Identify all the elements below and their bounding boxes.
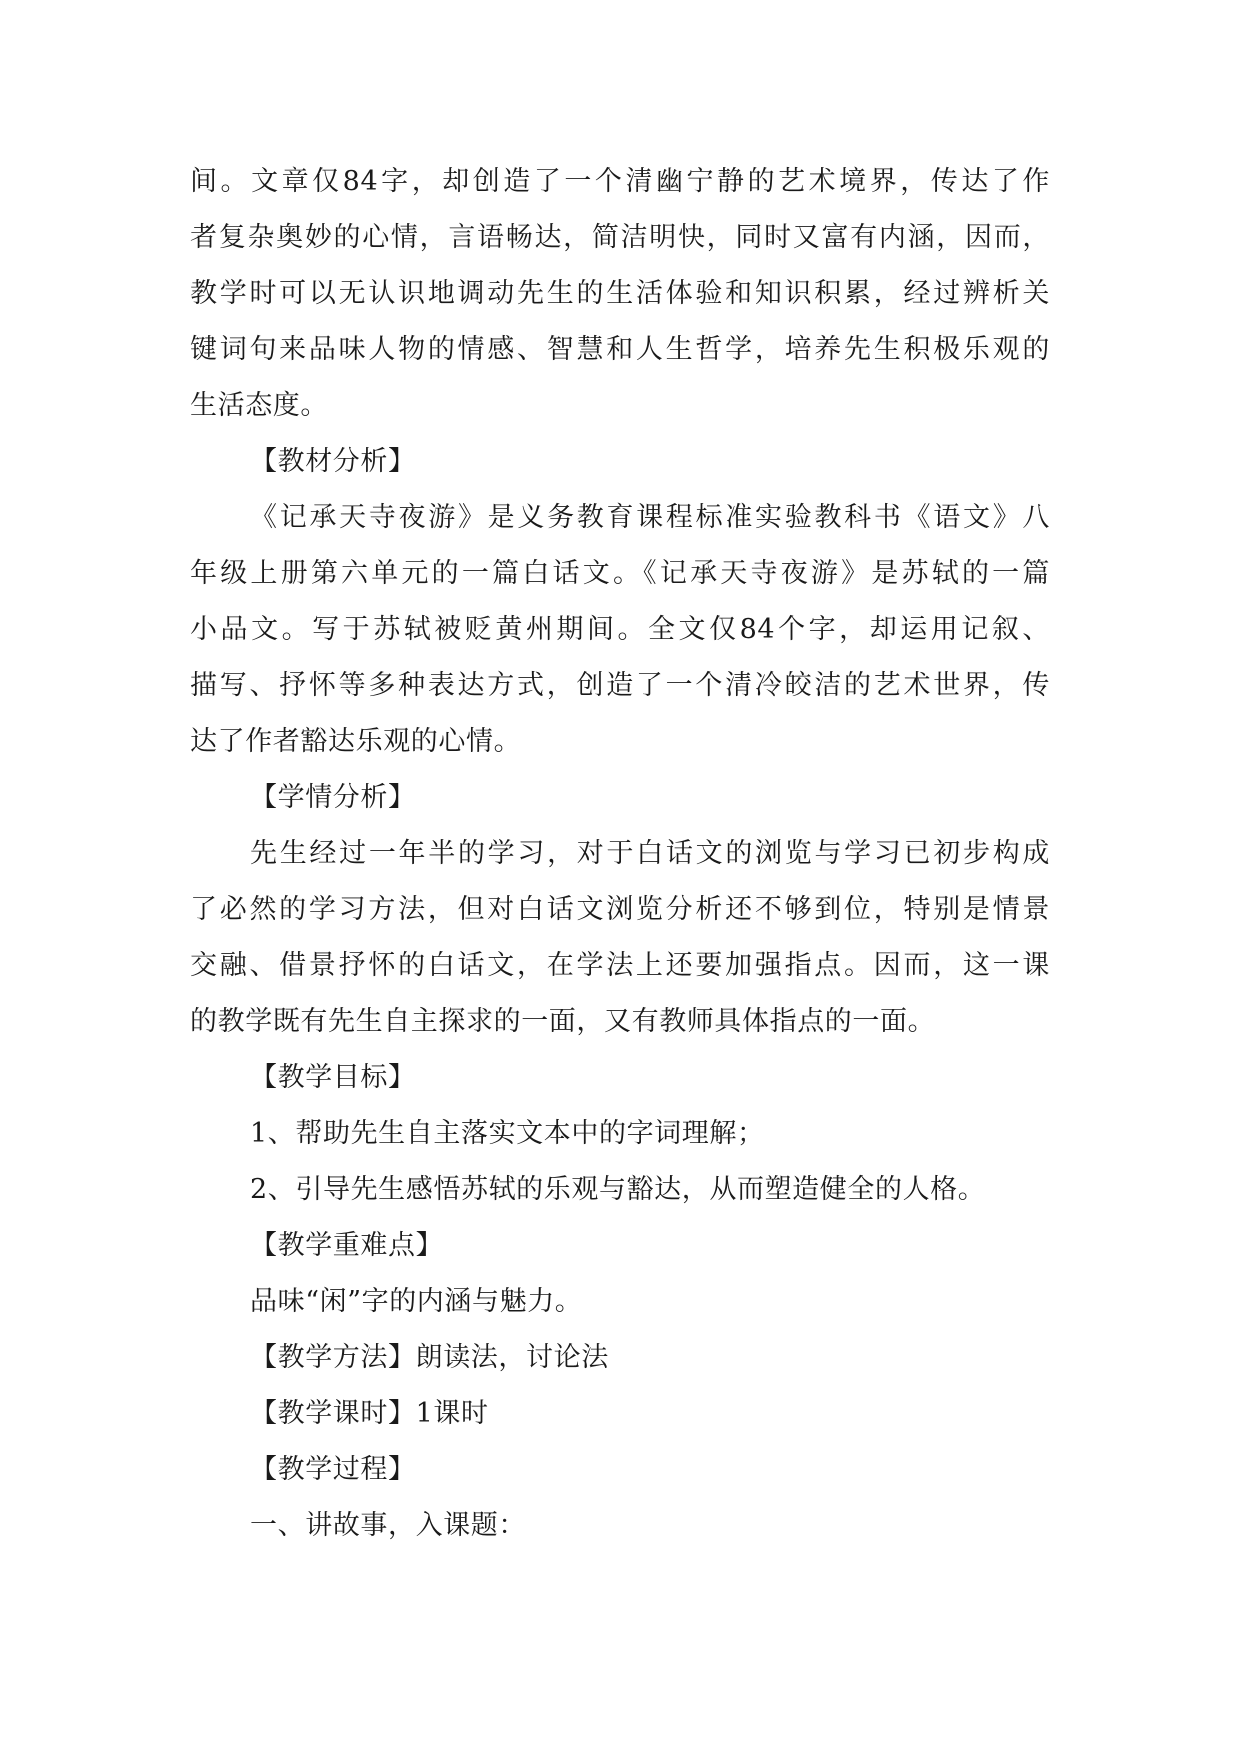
text-line: 先生经过一年半的学习，对于白话文的浏览与学习已初步构成	[250, 838, 1050, 869]
text-line: 年级上册第六单元的一篇白话文。《记承天寺夜游》是苏轼的一篇	[190, 558, 1050, 589]
text-line: 的教学既有先生自主探求的一面，又有教师具体指点的一面。	[190, 1006, 936, 1037]
text-line: 【教学课时】1课时	[250, 1398, 489, 1429]
text-line: 【教材分析】	[250, 446, 416, 477]
text-line: 者复杂奥妙的心情，言语畅达，简洁明快，同时又富有内涵，因而，	[190, 222, 1050, 253]
text-line: 【教学目标】	[250, 1062, 416, 1093]
text-line: 描写、抒怀等多种表达方式，创造了一个清冷皎洁的艺术世界，传	[190, 670, 1050, 701]
text-line: 1、帮助先生自主落实文本中的字词理解；	[250, 1118, 765, 1149]
text-line: 一、讲故事，入课题：	[250, 1510, 526, 1541]
text-line: 教学时可以无认识地调动先生的生活体验和知识积累，经过辨析关	[190, 278, 1050, 309]
text-line: 【教学重难点】	[250, 1230, 444, 1261]
text-line: 键词句来品味人物的情感、智慧和人生哲学，培养先生积极乐观的	[190, 334, 1050, 365]
text-line: 【学情分析】	[250, 782, 416, 813]
text-line: 【教学方法】朗读法，讨论法	[250, 1342, 609, 1373]
text-line: 交融、借景抒怀的白话文，在学法上还要加强指点。因而，这一课	[190, 950, 1050, 981]
text-line: 2、引导先生感悟苏轼的乐观与豁达，从而塑造健全的人格。	[250, 1174, 986, 1205]
text-line: 间。文章仅84字，却创造了一个清幽宁静的艺术境界，传达了作	[190, 166, 1050, 197]
text-line: 《记承天寺夜游》是义务教育课程标准实验教科书《语文》八	[250, 502, 1050, 533]
text-line: 小品文。写于苏轼被贬黄州期间。全文仅84个字，却运用记叙、	[190, 614, 1050, 645]
document-body	[190, 154, 1050, 1554]
text-line: 品味“闲”字的内涵与魅力。	[250, 1286, 583, 1317]
text-line: 生活态度。	[190, 390, 328, 421]
text-line: 了必然的学习方法，但对白话文浏览分析还不够到位，特别是情景	[190, 894, 1050, 925]
text-line: 达了作者豁达乐观的心情。	[190, 726, 522, 757]
text-line: 【教学过程】	[250, 1454, 416, 1485]
